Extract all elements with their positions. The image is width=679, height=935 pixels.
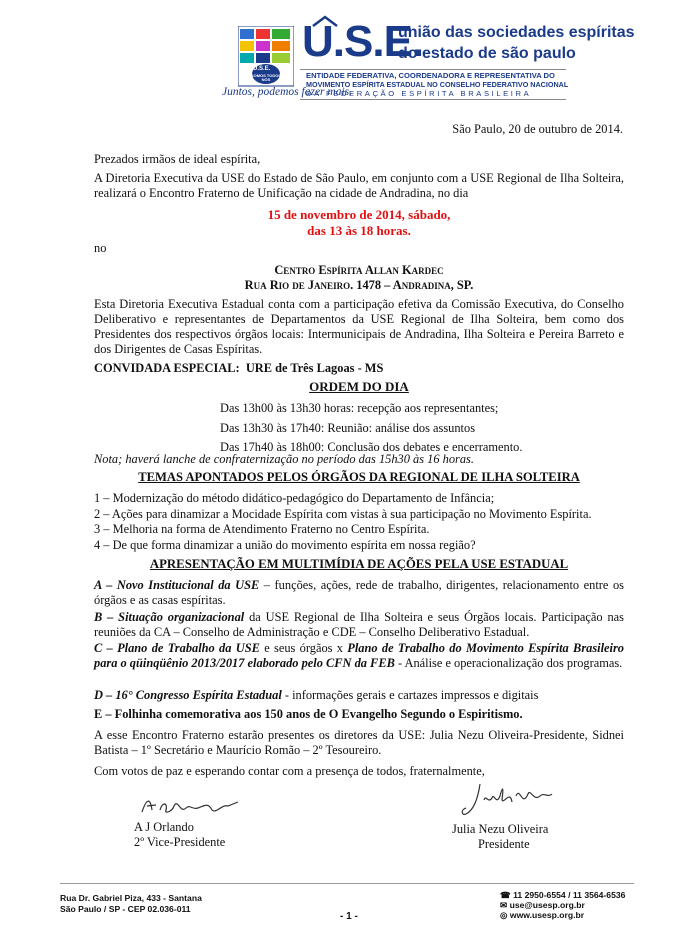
note: Nota; haverá lanche de confraternização no período das 15h30 às 16 horas. xyxy=(94,452,474,466)
item-d xyxy=(94,688,624,703)
agenda-item: Das 13h30 às 17h40: Reunião: análise dos assuntos xyxy=(220,420,476,435)
desc-line1: ENTIDADE FEDERATIVA, COORDENADORA E REPRESENTATIVA DO xyxy=(306,71,555,80)
use-logo xyxy=(238,26,294,90)
guest-label: CONVIDADA ESPECIAL: xyxy=(94,361,240,375)
item-c xyxy=(94,641,624,671)
phone-icon: ☎ xyxy=(500,890,511,900)
venue-name: Centro Espírita Allan Kardec xyxy=(274,263,444,277)
closing: Com votos de paz e esperando contar com a presença de todos, fraternalmente, xyxy=(94,764,485,778)
header-rule-bottom xyxy=(300,99,566,100)
web-icon: ◎ xyxy=(500,910,508,920)
event-time-dot: . xyxy=(407,223,411,238)
item-a xyxy=(94,578,624,608)
directors-paragraph: A esse Encontro Fraterno estarão presentes os diretores da USE: Julia Nezu Oliveira-Presidente, Sidnei Batista – 1º Secretário e Maurício Romão – 2º Tesoureiro. xyxy=(94,728,624,757)
org-line2: do estado de são paulo xyxy=(398,45,576,62)
topic-item: 3 – Melhoria na forma de Atendimento Fraterno no Centro Espírita. xyxy=(94,522,430,536)
letter-date: São Paulo, 20 de outubro de 2014. xyxy=(452,122,623,136)
signature-right xyxy=(458,780,558,820)
item-c-head2: Plano de Trabalho do Movimento Espírita Brasileiro para o qüinqüênio 2013/2017 elaborado pelo CFN da FEB xyxy=(94,641,624,670)
item-c-mid: e seus órgãos x xyxy=(259,641,348,655)
event-date: 15 de novembro de 2014, sábado, xyxy=(267,207,451,222)
item-a-rest: – funções, ações, rede de trabalho, dirigentes, relacionamento entre os órgãos e as casas espíritas. xyxy=(94,578,624,607)
desc-line3: DA FEDERAÇÃO ESPÍRITA BRASILEIRA xyxy=(306,89,532,98)
agenda-title: ORDEM DO DIA xyxy=(309,379,409,394)
logo-small-text: U.S.E. xyxy=(253,66,271,72)
item-d-rest: - informações gerais e cartazes impressos e digitais xyxy=(281,688,539,702)
item-a-head: A – Novo Institucional da USE xyxy=(94,578,260,592)
logo-badge-text: SOMOS TODOS NÓS xyxy=(250,73,282,82)
house-icon xyxy=(312,15,338,27)
slogan: Juntos, podemos fazer mais. xyxy=(222,86,353,98)
signer-right-role: Presidente xyxy=(478,837,530,851)
footer-rule xyxy=(60,883,634,884)
org-line1: união das sociedades espíritas xyxy=(398,24,635,41)
signer-left-role: 2º Vice-Presidente xyxy=(134,835,226,849)
venue-address: Rua Rio de Janeiro. 1478 – Andradina, SP. xyxy=(244,278,474,292)
event-time-line xyxy=(94,223,624,239)
email-icon: ✉ xyxy=(500,900,508,910)
participation-paragraph: Esta Diretoria Executiva Estadual conta com a participação efetiva da Comissão Executiva, do Conselho Deliberativo e representantes de Departamentos da USE Regional de Ilha Solteira, bem como dos Presidentes dos respectivos órgãos locais: Intermunicipais de Andradina, Ilha Solteira e Pereira Barreto e dos Dirigentes de Casas Espíritas. xyxy=(94,297,624,356)
agenda-item: Das 13h00 às 13h30 horas: recepção aos representantes; xyxy=(220,401,499,415)
topic-item: 2 – Ações para dinamizar a Mocidade Espírita com vistas à sua participação no Movimento Espírita. xyxy=(94,506,592,521)
agenda-list xyxy=(220,399,620,458)
topic-item: 4 – De que forma dinamizar a união do movimento espírita em nossa região? xyxy=(94,537,476,552)
guest-line xyxy=(94,361,624,376)
no-word: no xyxy=(94,241,107,255)
desc-line2: MOVIMENTO ESPÍRITA ESTADUAL NO CONSELHO FEDERATIVO NACIONAL xyxy=(306,80,569,89)
footer-email[interactable]: use@usesp.org.br xyxy=(509,900,585,910)
header-rule-top xyxy=(300,69,566,70)
signer-left-name: A J Orlando xyxy=(134,820,194,834)
use-wordmark: U.S.E. xyxy=(302,17,424,66)
intro-paragraph: A Diretoria Executiva da USE do Estado de São Paulo, em conjunto com a USE Regional de Ilha Solteira, realizará o Encontro Fraterno de Unificação na cidade de Andradina, no dia xyxy=(94,171,624,200)
item-b xyxy=(94,610,624,640)
topic-item: 1 – Modernização do método didático-pedagógico do Departamento de Infância; xyxy=(94,491,495,505)
greeting: Prezados irmãos de ideal espírita, xyxy=(94,152,261,166)
footer-web[interactable]: www.usesp.org.br xyxy=(509,910,585,920)
topics-list xyxy=(94,491,634,553)
item-b-rest: da USE Regional de Ilha Solteira e seus Órgãos locais. Participação nas reuniões da CA – Conselho de Administração e CDE – Conselho Deliberativo Estadual. xyxy=(94,610,624,639)
event-time: das 13 às 18 horas xyxy=(307,223,408,238)
footer-web-line xyxy=(500,910,584,921)
guest-value: URE de Três Lagoas - MS xyxy=(245,361,384,375)
item-e: E – Folhinha comemorativa aos 150 anos de O Evangelho Segundo o Espiritismo. xyxy=(94,707,523,721)
item-c-head: C – Plano de Trabalho da USE xyxy=(94,641,260,655)
item-c-rest: - Análise e operacionalização dos programas. xyxy=(394,656,623,670)
multimedia-title: APRESENTAÇÃO EM MULTIMÍDIA DE AÇÕES PELA USE ESTADUAL xyxy=(149,557,569,571)
footer-address1: Rua Dr. Gabriel Piza, 433 - Santana xyxy=(60,893,202,903)
agenda-item: Das 17h40 às 18h00: Conclusão dos debates e encerramento. xyxy=(220,440,523,454)
topics-title: TEMAS APONTADOS PELOS ÓRGÃOS DA REGIONAL DE ILHA SOLTEIRA xyxy=(138,470,580,484)
page-number: - 1 - xyxy=(340,911,358,922)
footer-phone: 11 2950-6554 / 11 3564-6536 xyxy=(513,890,626,900)
item-b-head: B – Situação organizacional xyxy=(94,610,245,624)
item-d-head: D – 16° Congresso Espírita Estadual xyxy=(94,688,282,702)
signer-right-name: Julia Nezu Oliveira xyxy=(452,822,549,836)
signature-left xyxy=(138,792,248,818)
footer-address2: São Paulo / SP - CEP 02.036-011 xyxy=(60,904,191,914)
